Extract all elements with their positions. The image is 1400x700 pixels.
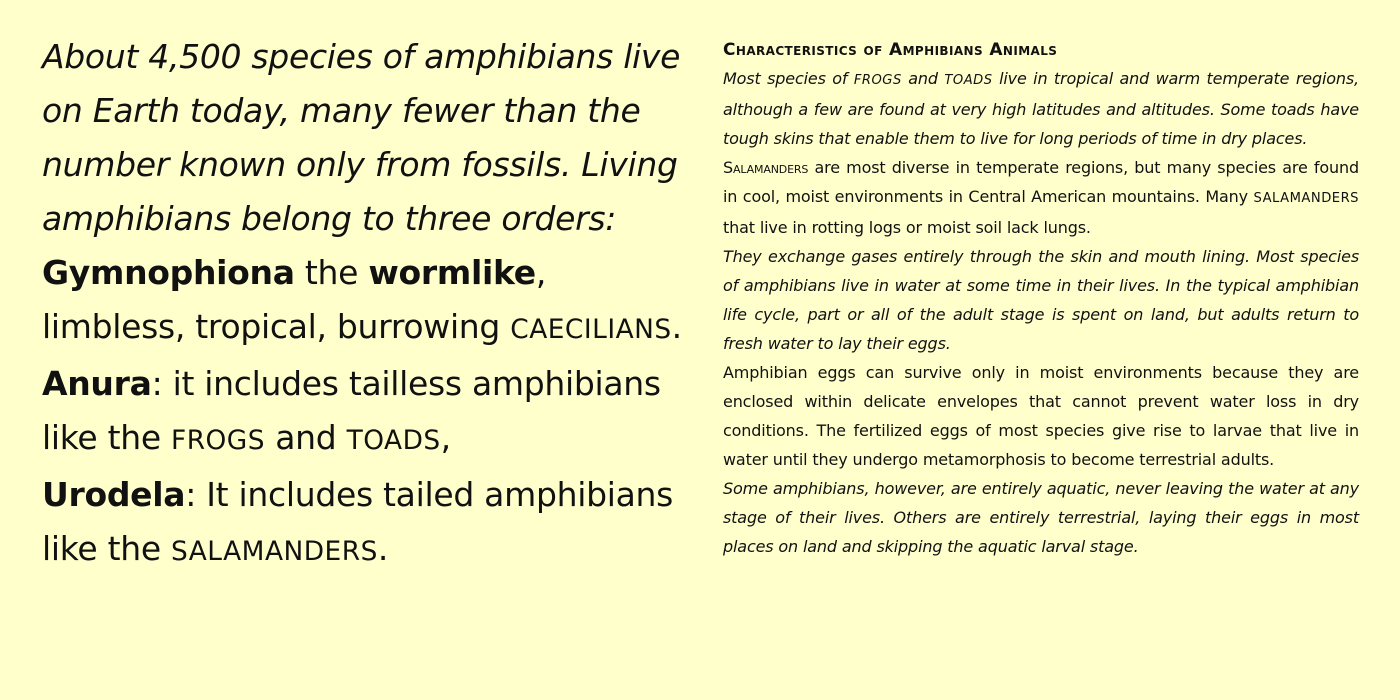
small-caps-term: FROGS xyxy=(853,73,902,88)
small-caps-term: Salamanders xyxy=(723,158,809,177)
small-caps-term: SALAMANDERS xyxy=(1253,191,1359,206)
bold-term: wormlike xyxy=(368,253,536,292)
order-text: , xyxy=(440,418,451,457)
small-caps-term: TOADS xyxy=(346,425,441,456)
left-column xyxy=(42,30,682,579)
order-name-anura: Anura xyxy=(42,364,152,403)
paragraph-aquatic-terrestrial: Some amphibians, however, are entirely aquatic, never leaving the water at any stage of their lives. Others are entirely terrestrial, laying their eggs in most places on land and skipping the aquatic larval stage. xyxy=(723,479,1359,556)
paragraph-text: live in tropical and warm temperate regions, although a few are found at very high latitudes and altitudes. Some toads have tough skins that enable them to live for long periods of time in dry places. xyxy=(723,69,1359,148)
order-text: and xyxy=(265,418,347,457)
intro-paragraph: About 4,500 species of amphibians live on Earth today, many fewer than the number known only from fossils. Living amphibians belong to three orders: xyxy=(42,37,681,238)
order-text: : it includes tailless amphibians like the xyxy=(42,364,661,457)
paragraph-text: that live in rotting logs or moist soil lack lungs. xyxy=(723,218,1091,237)
order-gymnophiona xyxy=(42,246,682,357)
paragraph-gas-exchange: They exchange gases entirely through the skin and mouth lining. Most species of amphibians live in water at some time in their lives. In the typical amphibian life cycle, part or all of the adult stage is spent on land, but adults return to fresh water to lay their eggs. xyxy=(723,247,1359,353)
order-anura xyxy=(42,357,682,468)
paragraph-text: Most species of xyxy=(723,69,854,88)
section-title: Characteristics of Amphibians Animals xyxy=(723,40,1058,60)
paragraph-frogs-toads xyxy=(723,64,1359,153)
order-text: the xyxy=(294,253,369,292)
small-caps-term: TOADS xyxy=(944,73,993,88)
order-name-gymnophiona: Gymnophiona xyxy=(42,253,295,292)
order-urodela xyxy=(42,468,682,579)
order-text: : It includes tailed amphibians like the xyxy=(42,475,674,568)
order-text: . xyxy=(377,529,389,568)
order-name-urodela: Urodela xyxy=(42,475,186,514)
paragraph-salamanders xyxy=(723,153,1359,242)
paragraph-text: and xyxy=(901,69,945,88)
order-text: , limbless, tropical, burrowing xyxy=(42,253,547,346)
small-caps-term: SALAMANDERS xyxy=(171,536,378,567)
right-column xyxy=(723,38,1359,561)
paragraph-eggs: Amphibian eggs can survive only in moist environments because they are enclosed within delicate envelopes that cannot prevent water loss in dry conditions. The fertilized eggs of most species give rise to larvae that live in water until they undergo metamorphosis to become terrestrial adults. xyxy=(723,363,1359,469)
small-caps-term: FROGS xyxy=(171,425,266,456)
order-text: . xyxy=(671,307,682,346)
paragraph-text: are most diverse in temperate regions, but many species are found in cool, moist environments in Central American mountains. Many xyxy=(723,158,1359,206)
small-caps-term: CAECILIANS xyxy=(510,314,672,345)
